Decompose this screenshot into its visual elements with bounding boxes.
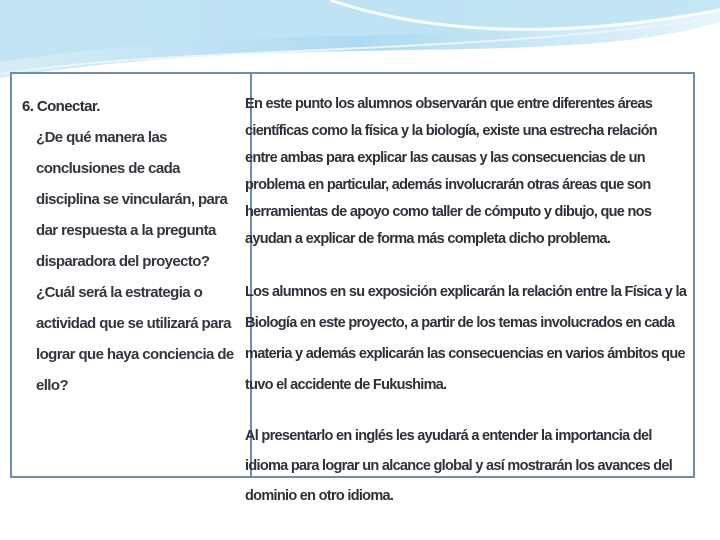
right-column	[245, 91, 687, 511]
answer-paragraph-3: Al presentarlo en inglés les ayudará a entender la importancia del idioma para lograr un alcance global y así mostrarán los avances del dominio en otro idioma.	[245, 428, 673, 504]
answer-paragraph-2: Los alumnos en su exposición explicarán la relación entre la Física y la Biología en este proyecto, a partir de los temas involucrados en cada materia y además explicarán las consecuencias en varios ámbitos que tuvo el accidente de Fukushima.	[245, 284, 687, 393]
guiding-question-1: ¿De qué manera las conclusiones de cada disciplina se vincularán, para dar respuesta a la pregunta disparadora del proyecto?	[36, 129, 228, 270]
guiding-question-2: ¿Cuál será la estrategia o actividad que se utilizará para lograr que haya conciencia de ello?	[36, 284, 234, 394]
left-column	[22, 91, 237, 401]
answer-paragraph-1: En este punto los alumnos observarán que entre diferentes áreas científicas como la física y la biología, existe una estrecha relación entre ambas para explicar las causas y las consecuencias de un problema en particular, además involucrarán otras áreas que son herramientas de apoyo como taller de cómputo y dibujo, que nos ayudan a explicar de forma más completa dicho problema.	[245, 96, 657, 247]
section-heading: 6. Conectar.	[22, 98, 100, 115]
content-table	[10, 72, 695, 504]
